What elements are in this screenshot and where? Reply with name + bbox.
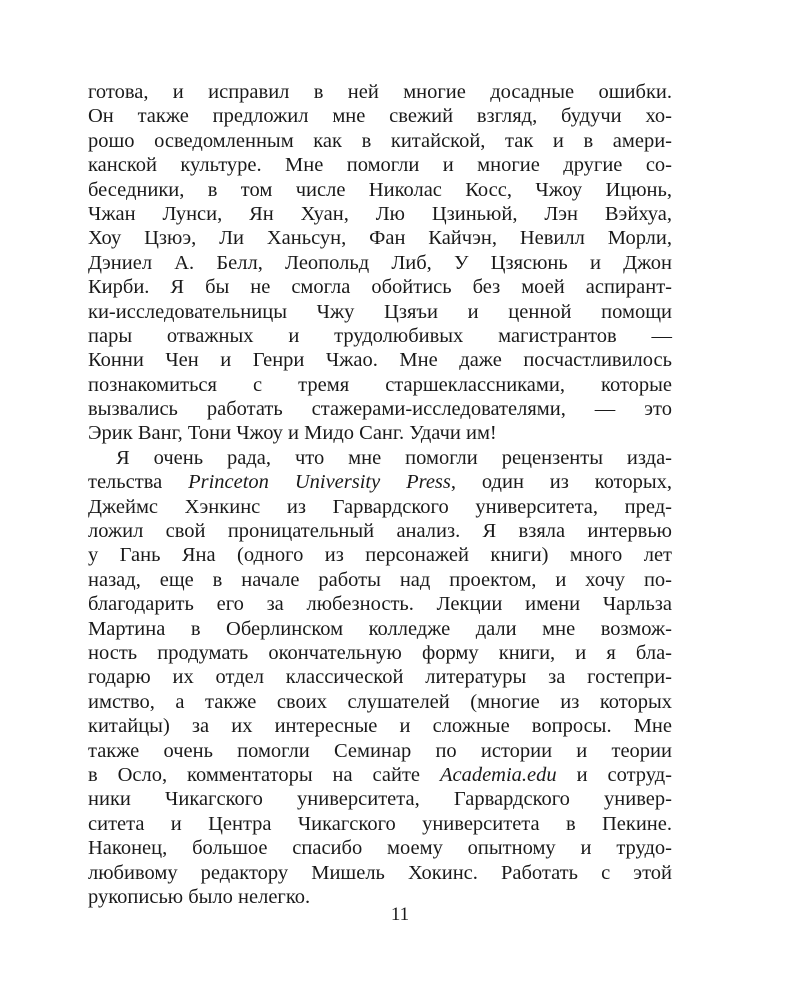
text-line: Дэниел А. Белл, Леопольд Либ, У Цзясюнь и Джон — [88, 251, 672, 274]
text-run: и сотруд- — [556, 763, 672, 786]
book-page — [88, 80, 672, 909]
text-line: ложил свой проницательный анализ. Я взяла интервью — [88, 520, 672, 543]
text-line: благодарить его за любезность. Лекции имени Чарльза — [88, 593, 672, 616]
text-line: любивому редактору Мишель Хокинс. Работать с этой — [88, 861, 672, 884]
text-line: у Гань Яна (одного из персонажей книги) много лет — [88, 544, 672, 567]
text-line — [88, 763, 672, 787]
text-run: тельства — [88, 471, 189, 494]
text-line: ность продумать окончательную форму книги, и я бла- — [88, 641, 672, 664]
text-line: познакомиться с тремя старшеклассниками, которые — [88, 373, 672, 396]
text-run: , один из которых, — [450, 471, 672, 494]
text-line: Хоу Цзюэ, Ли Ханьсун, Фан Кайчэн, Невилл Морли, — [88, 227, 672, 250]
text-line: ситета и Центра Чикагского университета в Пекине. — [88, 812, 672, 835]
text-line: Мартина в Оберлинском колледже дали мне возмож- — [88, 617, 672, 640]
text-line: Кирби. Я бы не смогла обойтись без моей аспирант- — [88, 276, 672, 299]
text-line: китайцы) за их интересные и сложные вопросы. Мне — [88, 715, 672, 738]
text-line: готова, и исправил в ней многие досадные ошибки. — [88, 81, 672, 103]
text-line: годарю их отдел классической литературы за гостепри- — [88, 666, 672, 689]
text-line: рукописью было нелегко. — [88, 885, 311, 908]
publisher-name: Princeton University Press — [188, 471, 451, 494]
text-line: назад, еще в начале работы над проектом, и хочу по- — [88, 568, 672, 591]
text-line: Конни Чен и Генри Чжао. Мне даже посчастливилось — [88, 349, 672, 372]
text-line: Джеймс Хэнкинс из Гарвардского университета, пред- — [88, 495, 672, 518]
text-line: Эрик Ванг, Тони Чжоу и Мидо Санг. Удачи им! — [88, 422, 497, 445]
paragraph-1 — [88, 80, 672, 446]
text-line: ки-исследовательницы Чжу Цзяъи и ценной помощи — [88, 300, 672, 323]
paragraph-2 — [88, 446, 672, 909]
text-line: также очень помогли Семинар по истории и теории — [88, 739, 672, 762]
text-line: вызвались работать стажерами-исследователями, — это — [88, 398, 672, 421]
website-name: Academia.edu — [439, 763, 557, 786]
page-number: 11 — [390, 904, 410, 925]
text-line: Он также предложил мне свежий взгляд, будучи хо- — [88, 105, 672, 128]
text-line: Наконец, большое спасибо моему опытному и трудо- — [88, 837, 672, 860]
text-line — [88, 470, 672, 494]
text-line: канской культуре. Мне помогли и многие другие со- — [88, 154, 672, 177]
text-line: рошо осведомленным как в китайской, так и в амери- — [88, 129, 672, 152]
text-line: Чжан Лунси, Ян Хуан, Лю Цзиньюй, Лэн Вэйхуа, — [88, 202, 672, 225]
text-line: имство, а также своих слушателей (многие из которых — [88, 690, 672, 713]
text-line: Я очень рада, что мне помогли рецензенты изда- — [116, 446, 672, 469]
text-run: в Осло, комментаторы на сайте — [88, 763, 440, 786]
text-line: ники Чикагского университета, Гарвардского универ- — [88, 788, 672, 811]
text-line: беседники, в том числе Николас Косс, Чжоу Ицюнь, — [88, 178, 672, 201]
text-line: пары отважных и трудолюбивых магистрантов — — [88, 324, 672, 347]
